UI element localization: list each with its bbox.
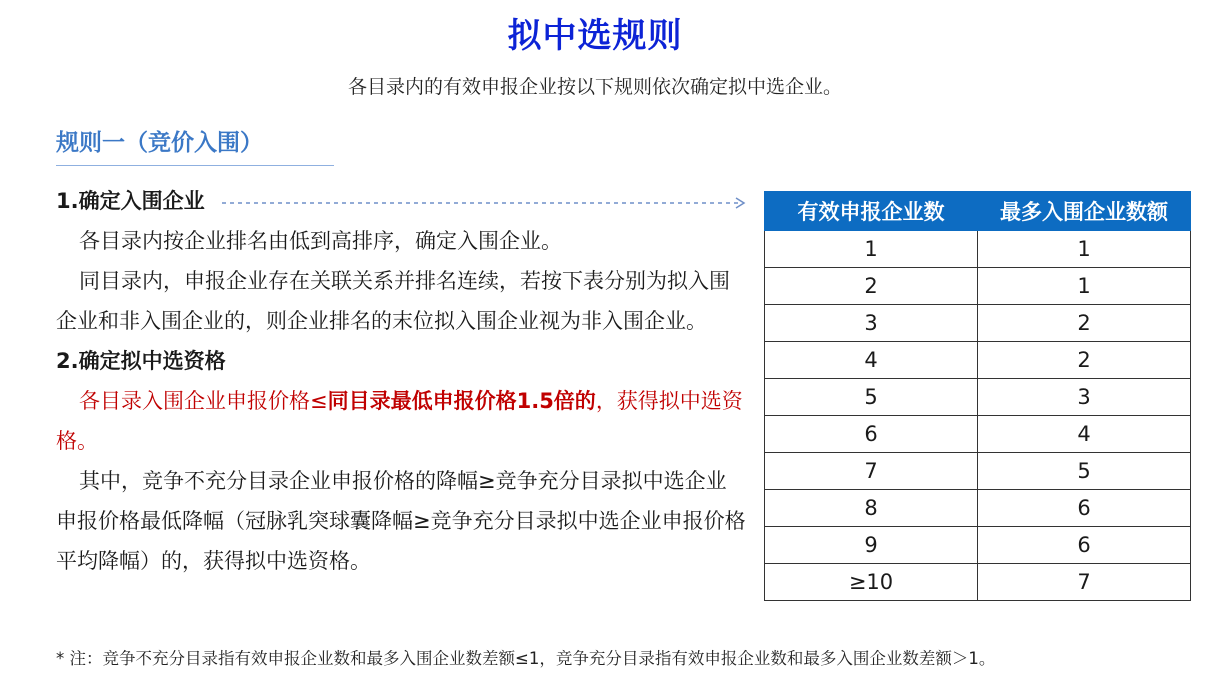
table-cell: 6 bbox=[978, 490, 1191, 527]
table-cell: 7 bbox=[765, 453, 978, 490]
table-row bbox=[765, 490, 1191, 527]
price-condition-emphasis: 同目录最低申报价格1.5倍的 bbox=[327, 389, 596, 413]
price-condition-suffix: ，获得拟中选资格。 bbox=[56, 389, 743, 453]
header-valid-applicants: 有效申报企业数 bbox=[765, 192, 978, 231]
table-row bbox=[765, 342, 1191, 379]
page-title: 拟中选规则 bbox=[507, 16, 683, 56]
header-max-admitted: 最多入围企业数额 bbox=[978, 192, 1191, 231]
heading-underline bbox=[56, 165, 334, 166]
table-row bbox=[765, 231, 1191, 268]
table-cell: 6 bbox=[978, 527, 1191, 564]
table-header-row bbox=[765, 192, 1191, 231]
section-one-title: 1.确定入围企业 bbox=[56, 189, 205, 213]
table-cell: ≥10 bbox=[765, 564, 978, 601]
section-two-title: 2.确定拟中选资格 bbox=[56, 349, 226, 373]
rule-one-heading: 规则一（竞价入围） bbox=[56, 130, 263, 156]
table-cell: 4 bbox=[978, 416, 1191, 453]
section-one-paragraph-2: 同目录内，申报企业存在关联关系并排名连续，若按下表分别为拟入围企业和非入围企业的，则企业排名的末位拟入围企业视为非入围企业。 bbox=[56, 269, 730, 333]
table-cell: 1 bbox=[765, 231, 978, 268]
table-cell: 4 bbox=[765, 342, 978, 379]
table-cell: 2 bbox=[978, 305, 1191, 342]
section-two-paragraph-2: 其中，竞争不充分目录企业申报价格的降幅≥竞争充分目录拟中选企业申报价格最低降幅（冠脉乳突球囊降幅≥竞争充分目录拟中选企业申报价格平均降幅）的，获得拟中选资格。 bbox=[56, 469, 746, 573]
table-cell: 5 bbox=[765, 379, 978, 416]
section-two-paragraph-1 bbox=[56, 381, 746, 461]
table-cell: 1 bbox=[978, 268, 1191, 305]
table-cell: 2 bbox=[978, 342, 1191, 379]
section-one-paragraph-1: 各目录内按企业排名由低到高排序，确定入围企业。 bbox=[79, 229, 562, 253]
rule-one-body bbox=[56, 181, 746, 581]
table-row bbox=[765, 379, 1191, 416]
table-row bbox=[765, 268, 1191, 305]
quota-table bbox=[764, 191, 1191, 601]
table-cell: 5 bbox=[978, 453, 1191, 490]
footnote: * 注：竞争不充分目录指有效申报企业数和最多入围企业数差额≤1，竞争充分目录指有效申报企业数和最多入围企业数差额＞1。 bbox=[56, 649, 996, 668]
table-cell: 1 bbox=[978, 231, 1191, 268]
table-cell: 3 bbox=[978, 379, 1191, 416]
table-cell: 6 bbox=[765, 416, 978, 453]
table-row bbox=[765, 416, 1191, 453]
table-row bbox=[765, 453, 1191, 490]
table-cell: 9 bbox=[765, 527, 978, 564]
table-cell: 7 bbox=[978, 564, 1191, 601]
dashed-arrow-icon bbox=[222, 196, 750, 210]
table-row bbox=[765, 564, 1191, 601]
table-cell: 8 bbox=[765, 490, 978, 527]
table-row bbox=[765, 527, 1191, 564]
table-row bbox=[765, 305, 1191, 342]
page-subtitle: 各目录内的有效申报企业按以下规则依次确定拟中选企业。 bbox=[347, 76, 842, 98]
price-condition-prefix: 各目录入围企业申报价格≤ bbox=[79, 389, 328, 413]
table-cell: 2 bbox=[765, 268, 978, 305]
table-cell: 3 bbox=[765, 305, 978, 342]
